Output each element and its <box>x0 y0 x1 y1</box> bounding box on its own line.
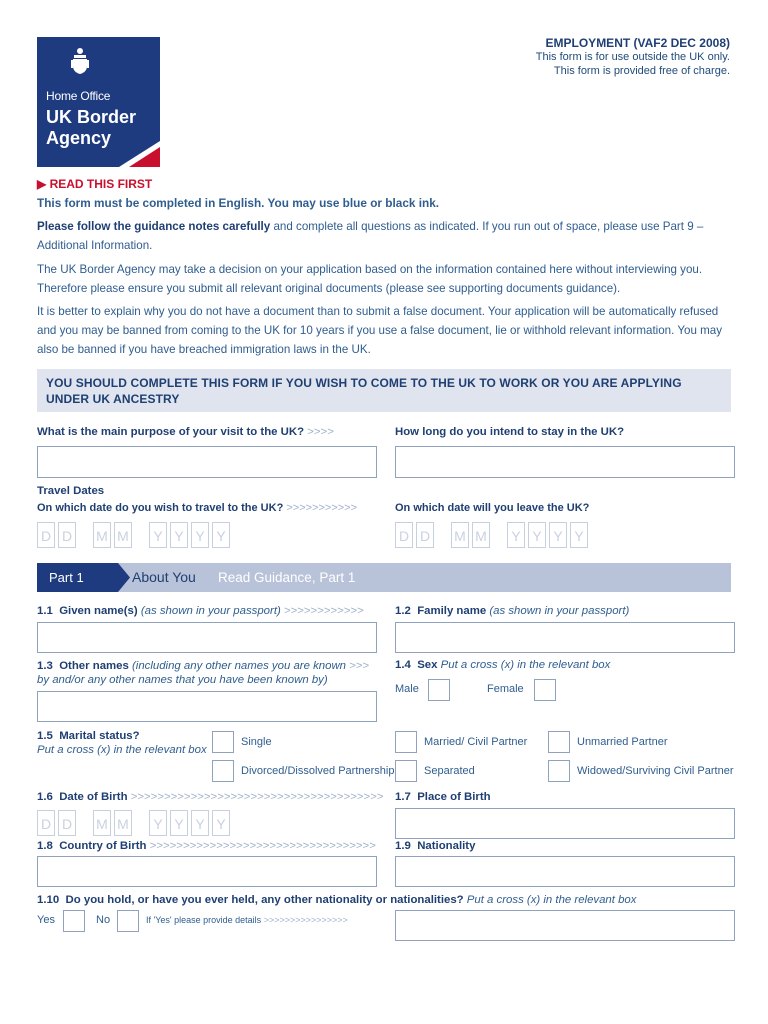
given-name-input[interactable] <box>37 622 377 653</box>
form-code: EMPLOYMENT (VAF2 DEC 2008) <box>545 36 730 50</box>
stay-label: How long do you intend to stay in the UK? <box>395 426 625 438</box>
part-chevron-icon <box>118 563 130 592</box>
travel-dates-heading: Travel Dates <box>37 485 105 497</box>
header-note-outside-uk: This form is for use outside the UK only. <box>535 51 730 63</box>
year-digit[interactable]: Y <box>191 522 209 548</box>
widowed-label: Widowed/Surviving Civil Partner <box>577 765 734 777</box>
part1-header <box>37 563 731 592</box>
male-label: Male <box>395 683 419 695</box>
month-digit[interactable]: M <box>472 522 490 548</box>
day-digit[interactable]: D <box>37 810 55 836</box>
part-guidance-link[interactable]: Read Guidance, Part 1 <box>218 570 356 585</box>
divorced-label: Divorced/Dissolved Partnership <box>241 765 395 777</box>
day-digit[interactable]: D <box>58 810 76 836</box>
day-digit[interactable]: D <box>37 522 55 548</box>
travel-to-label: On which date do you wish to travel to the UK? >>>>>>>>>>> <box>37 502 358 514</box>
part-number: Part 1 <box>37 563 118 592</box>
decision-notice: The UK Border Agency may take a decision on your application based on the information contained here without interviewing you. Therefore please ensure you submit all relevant original documents (please see supporting documents guidance). <box>37 263 703 295</box>
yes-checkbox[interactable] <box>63 910 85 932</box>
day-digit[interactable]: D <box>395 522 413 548</box>
year-digit[interactable]: Y <box>149 522 167 548</box>
year-digit[interactable]: Y <box>528 522 546 548</box>
separated-checkbox[interactable] <box>395 760 417 782</box>
logo-agency: UK Border Agency <box>46 107 137 148</box>
purpose-label: What is the main purpose of your visit to the UK? >>>> <box>37 426 334 438</box>
read-this-first: ▶ READ THIS FIRST <box>37 177 153 191</box>
travel-to-date-input[interactable] <box>37 522 233 548</box>
family-name-input[interactable] <box>395 622 735 653</box>
leave-date-input[interactable] <box>395 522 591 548</box>
family-name-label: 1.2 Family name (as shown in your passport) <box>395 605 630 617</box>
purpose-input[interactable] <box>37 446 377 478</box>
header-note-free: This form is provided free of charge. <box>553 65 730 77</box>
yes-label: Yes <box>37 914 55 926</box>
year-digit[interactable]: Y <box>191 810 209 836</box>
unmarried-label: Unmarried Partner <box>577 736 668 748</box>
female-label: Female <box>487 683 524 695</box>
pob-label: 1.7 Place of Birth <box>395 791 491 803</box>
married-label: Married/ Civil Partner <box>424 736 528 748</box>
month-digit[interactable]: M <box>93 522 111 548</box>
year-digit[interactable]: Y <box>507 522 525 548</box>
english-ink-notice: This form must be completed in English. You may use blue or black ink. <box>37 196 440 210</box>
other-nationality-label: 1.10 Do you hold, or have you ever held, any other nationality or nationalities? Put a cross (x) in the relevant box <box>37 894 637 906</box>
year-digit[interactable]: Y <box>212 522 230 548</box>
month-digit[interactable]: M <box>93 810 111 836</box>
no-checkbox[interactable] <box>117 910 139 932</box>
dob-input[interactable] <box>37 810 233 836</box>
married-checkbox[interactable] <box>395 731 417 753</box>
form-header <box>536 36 730 78</box>
part-title: About You <box>132 569 196 585</box>
stay-input[interactable] <box>395 446 735 478</box>
month-digit[interactable]: M <box>114 522 132 548</box>
unmarried-checkbox[interactable] <box>548 731 570 753</box>
other-nationality-details-input[interactable] <box>395 910 735 941</box>
other-names-label: 1.3 Other names (including any other names you are known >>> by and/or any other names that you have been known by) <box>37 660 370 686</box>
logo-department: Home Office <box>46 89 111 103</box>
false-document-notice: It is better to explain why you do not have a document than to submit a false document. Your application will be automatically refused and you may be banned from coming to the UK for 10 years if you use a false document, lie or withhold relevant information. You may also be banned if you have breached immigration laws in the UK. <box>37 305 723 356</box>
nationality-label: 1.9 Nationality <box>395 840 476 852</box>
year-digit[interactable]: Y <box>212 810 230 836</box>
cob-label: 1.8 Country of Birth >>>>>>>>>>>>>>>>>>>>>>>>>>>>>>>>>> <box>37 840 376 852</box>
year-digit[interactable]: Y <box>570 522 588 548</box>
sex-label: 1.4 Sex Put a cross (x) in the relevant box <box>395 659 611 671</box>
year-digit[interactable]: Y <box>149 810 167 836</box>
single-label: Single <box>241 736 272 748</box>
no-label: No <box>96 914 111 926</box>
month-digit[interactable]: M <box>451 522 469 548</box>
widowed-checkbox[interactable] <box>548 760 570 782</box>
nationality-input[interactable] <box>395 856 735 887</box>
female-checkbox[interactable] <box>534 679 556 701</box>
year-digit[interactable]: Y <box>170 810 188 836</box>
month-digit[interactable]: M <box>114 810 132 836</box>
divorced-checkbox[interactable] <box>212 760 234 782</box>
cob-input[interactable] <box>37 856 377 887</box>
marital-status-label: 1.5 Marital status? Put a cross (x) in the relevant box <box>37 730 207 756</box>
day-digit[interactable]: D <box>416 522 434 548</box>
dob-label: 1.6 Date of Birth >>>>>>>>>>>>>>>>>>>>>>>>>>>>>>>>>>>>>> <box>37 791 384 803</box>
day-digit[interactable]: D <box>58 522 76 548</box>
year-digit[interactable]: Y <box>549 522 567 548</box>
royal-crest-icon <box>69 47 91 75</box>
uk-border-agency-logo <box>37 37 160 167</box>
male-checkbox[interactable] <box>428 679 450 701</box>
given-name-label: 1.1 Given name(s) (as shown in your passport) >>>>>>>>>>>> <box>37 605 364 617</box>
separated-label: Separated <box>424 765 475 777</box>
guidance-notice: Please follow the guidance notes carefully and complete all questions as indicated. If you run out of space, please use Part 9 – Additional Information. <box>37 220 704 252</box>
year-digit[interactable]: Y <box>170 522 188 548</box>
leave-date-label: On which date will you leave the UK? <box>395 502 590 514</box>
single-checkbox[interactable] <box>212 731 234 753</box>
other-names-input[interactable] <box>37 691 377 722</box>
details-note: If 'Yes' please provide details >>>>>>>>>>>>>>>> <box>146 915 348 925</box>
eligibility-banner: YOU SHOULD COMPLETE THIS FORM IF YOU WISH TO COME TO THE UK TO WORK OR YOU ARE APPLYING UNDER UK ANCESTRY <box>37 369 731 412</box>
pob-input[interactable] <box>395 808 735 839</box>
